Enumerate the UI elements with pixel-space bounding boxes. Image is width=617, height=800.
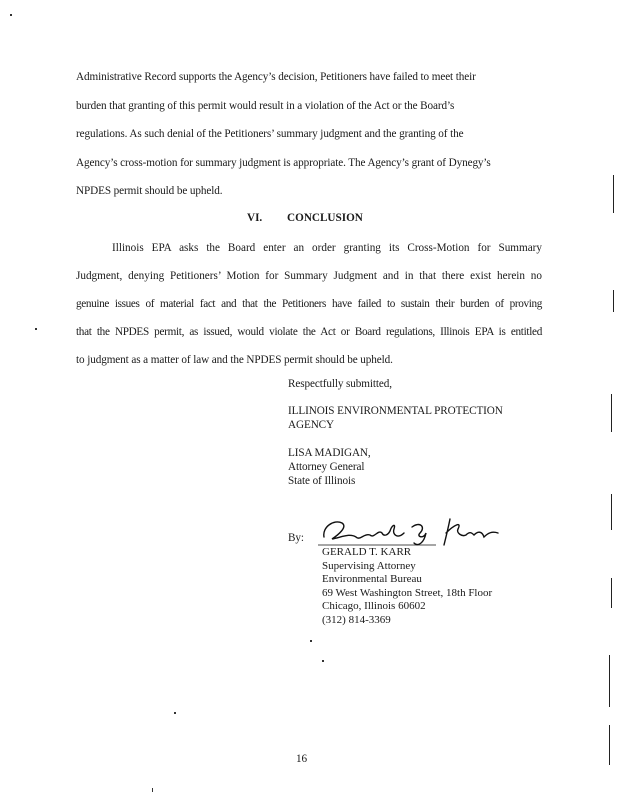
scan-mark [613, 175, 614, 213]
attorney-general-name: LISA MADIGAN, [288, 447, 371, 459]
signer-title: Supervising Attorney [322, 559, 416, 572]
attorney-general-title: Attorney General [288, 461, 365, 473]
scan-speck [35, 328, 37, 330]
section-number: VI. [247, 212, 263, 224]
signer-name: GERALD T. KARR [322, 546, 412, 558]
body-line-4: Agency’s cross-motion for summary judgment is appropriate. The Agency’s grant of Dynegy’s [76, 157, 491, 169]
signer-address: 69 West Washington Street, 18th Floor [322, 586, 493, 599]
scan-speck [322, 660, 324, 662]
body-line-2: burden that granting of this permit would result in a violation of the Act or the Board’s [76, 100, 455, 112]
page-number: 16 [296, 753, 307, 765]
agency-line-2: AGENCY [288, 419, 335, 431]
body-line-3: regulations. As such denial of the Petitioners’ summary judgment and the granting of the [76, 128, 464, 140]
by-label: By: [288, 532, 304, 544]
scan-speck [310, 640, 312, 642]
signer-phone: (312) 814-3369 [322, 613, 391, 626]
scan-speck [152, 788, 153, 792]
conclusion-line-4: that the NPDES permit, as issued, would violate the Act or Board regulations, Illinois EPA is entitled [76, 326, 542, 338]
section-heading [247, 212, 363, 224]
conclusion-line-1: Illinois EPA asks the Board enter an order granting its Cross-Motion for Summary [112, 242, 542, 254]
conclusion-line-5: to judgment as a matter of law and the NPDES permit should be upheld. [76, 354, 393, 366]
scan-speck [174, 712, 176, 714]
body-line-5: NPDES permit should be upheld. [76, 185, 223, 197]
scan-mark [611, 394, 612, 432]
salutation: Respectfully submitted, [288, 378, 392, 390]
signer-city: Chicago, Illinois 60602 [322, 600, 426, 612]
section-title: CONCLUSION [287, 212, 363, 224]
scan-mark [609, 655, 610, 707]
scan-mark [611, 494, 612, 530]
scan-mark [613, 290, 614, 312]
scan-mark [611, 578, 612, 608]
agency-line-1: ILLINOIS ENVIRONMENTAL PROTECTION [288, 405, 503, 417]
conclusion-line-2: Judgment, denying Petitioners’ Motion for Summary Judgment and in that there exist herein no [76, 270, 542, 282]
attorney-general-state: State of Illinois [288, 475, 356, 487]
conclusion-line-3: genuine issues of material fact and that the Petitioners have failed to sustain their burden of proving [76, 298, 542, 310]
scan-speck [10, 14, 12, 16]
scan-mark [609, 725, 610, 765]
signer-block [322, 546, 492, 627]
signer-bureau: Environmental Bureau [322, 573, 422, 585]
body-line-1: Administrative Record supports the Agency’s decision, Petitioners have failed to meet their [76, 71, 476, 83]
